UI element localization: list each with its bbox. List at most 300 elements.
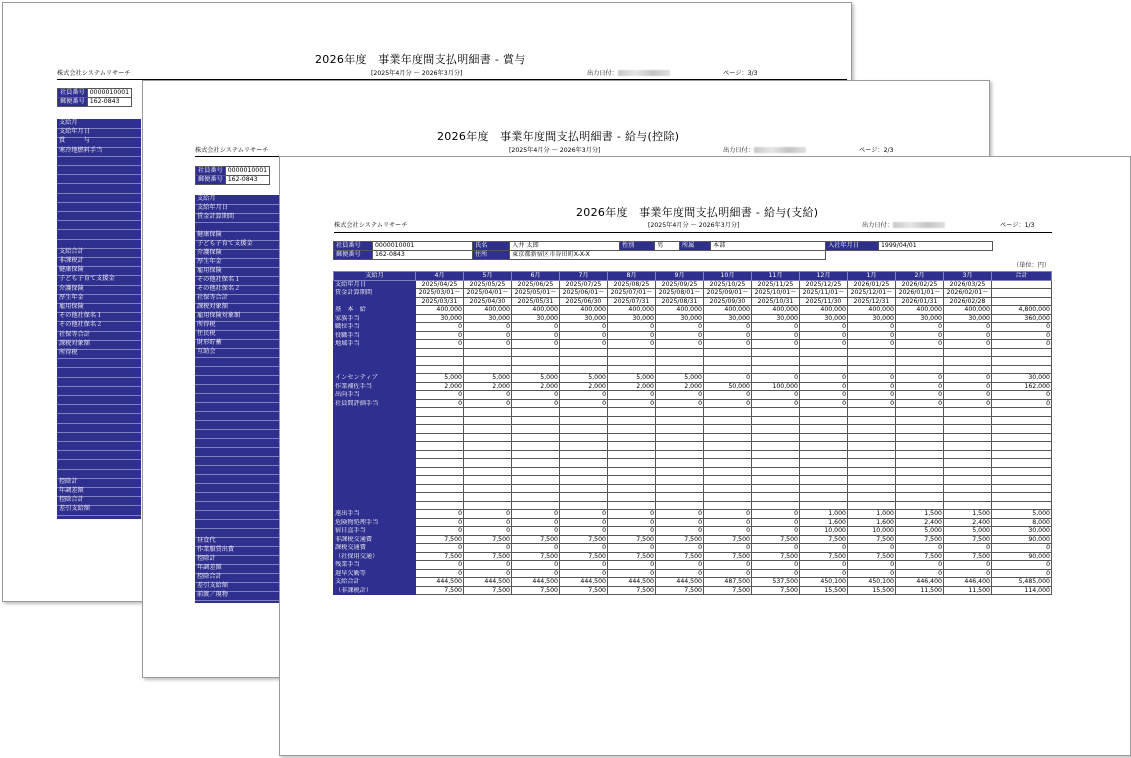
- amount-cell: 0: [512, 510, 560, 519]
- amount-cell: [704, 459, 752, 468]
- total-cell: 0: [992, 569, 1052, 578]
- table-row: [334, 323, 1052, 332]
- row-label-column: [57, 119, 141, 519]
- amount-cell: [656, 459, 704, 468]
- total-cell: 0: [992, 561, 1052, 570]
- pay-date: 2025/08/25: [608, 280, 656, 289]
- amount-cell: 0: [656, 569, 704, 578]
- row-label: 社保等合計: [197, 294, 228, 301]
- amount-cell: [848, 467, 896, 476]
- row-label: 宿日直手当: [334, 527, 416, 536]
- amount-cell: 30,000: [416, 314, 464, 323]
- amount-cell: [848, 476, 896, 485]
- amount-cell: 0: [416, 527, 464, 536]
- amount-cell: 0: [416, 331, 464, 340]
- amount-cell: [800, 493, 848, 502]
- total-cell: [992, 450, 1052, 459]
- month-header: 7月: [560, 272, 608, 281]
- total-cell: [992, 348, 1052, 357]
- row-label: 雇用保険: [197, 267, 222, 274]
- amount-cell: 400,000: [512, 306, 560, 315]
- amount-cell: [800, 357, 848, 366]
- period-from: 2025/03/01～: [416, 289, 464, 298]
- total-cell: 5,485,000: [992, 578, 1052, 587]
- amount-cell: 0: [800, 331, 848, 340]
- row-separator: [195, 600, 281, 601]
- amount-cell: 0: [800, 382, 848, 391]
- amount-cell: [800, 476, 848, 485]
- amount-cell: 15,500: [800, 586, 848, 595]
- row-separator: [195, 402, 281, 403]
- amount-cell: 0: [944, 399, 992, 408]
- amount-cell: [416, 484, 464, 493]
- row-label: 社保等合計: [59, 330, 90, 338]
- row-label: 危険物処理手当: [334, 518, 416, 527]
- employee-no: 0000010001: [87, 89, 131, 98]
- row-label: [334, 459, 416, 468]
- amount-cell: 0: [608, 527, 656, 536]
- row-separator: [195, 420, 281, 421]
- table-row: [334, 340, 1052, 349]
- page-number: ページ：1/3: [1000, 222, 1035, 229]
- amount-cell: 0: [656, 561, 704, 570]
- amount-cell: [560, 433, 608, 442]
- amount-cell: [464, 501, 512, 510]
- total-cell: 30,000: [992, 374, 1052, 383]
- amount-cell: 7,500: [560, 552, 608, 561]
- amount-cell: 5,000: [656, 374, 704, 383]
- amount-cell: [848, 408, 896, 417]
- amount-cell: [464, 365, 512, 374]
- total-cell: 0: [992, 391, 1052, 400]
- row-label: 残業手当: [334, 561, 416, 570]
- row-label: 作業補佐手当: [334, 382, 416, 391]
- amount-cell: [512, 365, 560, 374]
- amount-cell: 50,000: [704, 382, 752, 391]
- row-separator: [195, 465, 281, 466]
- amount-cell: 0: [704, 544, 752, 553]
- amount-cell: [608, 467, 656, 476]
- amount-cell: [704, 493, 752, 502]
- amount-cell: 11,500: [944, 586, 992, 595]
- total-cell: 114,000: [992, 586, 1052, 595]
- total-cell: 90,000: [992, 535, 1052, 544]
- period-to: 2025/05/31: [512, 297, 560, 306]
- amount-cell: 0: [704, 510, 752, 519]
- amount-cell: [608, 442, 656, 451]
- page-title: 2026年度 事業年度間支払明細書 - 給与(控除): [437, 130, 680, 143]
- amount-cell: 400,000: [464, 306, 512, 315]
- amount-cell: [416, 459, 464, 468]
- employee-id-box: [57, 88, 132, 107]
- row-separator: [195, 429, 281, 430]
- amount-cell: 30,000: [752, 314, 800, 323]
- row-label: 支給年月日: [59, 128, 90, 136]
- amount-cell: 7,500: [608, 552, 656, 561]
- amount-cell: 0: [512, 518, 560, 527]
- amount-cell: 0: [704, 374, 752, 383]
- amount-cell: [416, 442, 464, 451]
- output-date: 出力日付：: [862, 222, 945, 230]
- amount-cell: [800, 442, 848, 451]
- period-from: 2025/07/01～: [608, 289, 656, 298]
- amount-cell: 1,600: [848, 518, 896, 527]
- row-label: 賃金計算期間: [197, 213, 235, 220]
- amount-cell: 0: [848, 569, 896, 578]
- amount-cell: 444,500: [608, 578, 656, 587]
- amount-cell: [416, 416, 464, 425]
- amount-cell: [416, 433, 464, 442]
- amount-cell: 537,500: [752, 578, 800, 587]
- row-separator: [195, 456, 281, 457]
- total-cell: 0: [992, 340, 1052, 349]
- amount-cell: [512, 442, 560, 451]
- row-label: 健康保険: [59, 266, 84, 274]
- amount-cell: [608, 433, 656, 442]
- row-label: その他社保名２: [59, 321, 103, 329]
- amount-cell: [896, 501, 944, 510]
- employee-no: 0000010001: [225, 167, 269, 176]
- month-header: 12月: [800, 272, 848, 281]
- row-label: 雇用保険対象額: [197, 312, 241, 319]
- total-cell: 90,000: [992, 552, 1052, 561]
- amount-cell: [656, 442, 704, 451]
- amount-cell: [752, 408, 800, 417]
- amount-cell: 7,500: [608, 535, 656, 544]
- amount-cell: [704, 501, 752, 510]
- month-header: 5月: [464, 272, 512, 281]
- page-title: 2026年度 事業年度間支払明細書 - 給与(支給): [576, 206, 819, 219]
- amount-cell: 0: [800, 544, 848, 553]
- pay-date: 2026/02/25: [896, 280, 944, 289]
- amount-cell: 0: [608, 510, 656, 519]
- amount-cell: 30,000: [800, 314, 848, 323]
- total-cell: 0: [992, 399, 1052, 408]
- pay-date: 2025/11/25: [752, 280, 800, 289]
- amount-cell: [656, 357, 704, 366]
- amount-cell: 0: [944, 561, 992, 570]
- row-label: 作業服賃出費: [197, 546, 235, 553]
- employee-info-box: [333, 241, 993, 260]
- amount-cell: 0: [944, 569, 992, 578]
- amount-cell: [752, 501, 800, 510]
- amount-cell: [560, 408, 608, 417]
- table-row: [334, 535, 1052, 544]
- amount-cell: 0: [800, 323, 848, 332]
- row-label: 賃金計算期間: [334, 289, 416, 298]
- amount-cell: 7,500: [416, 586, 464, 595]
- amount-cell: 7,500: [752, 586, 800, 595]
- amount-cell: [800, 433, 848, 442]
- amount-cell: [512, 484, 560, 493]
- table-row: [334, 297, 1052, 306]
- row-separator: [195, 411, 281, 412]
- amount-cell: [512, 357, 560, 366]
- row-label: 所得税: [197, 321, 216, 328]
- amount-cell: 0: [464, 323, 512, 332]
- table-row: [334, 306, 1052, 315]
- amount-cell: [944, 408, 992, 417]
- amount-cell: 0: [944, 374, 992, 383]
- amount-cell: [704, 467, 752, 476]
- table-row: [334, 365, 1052, 374]
- amount-cell: 0: [896, 569, 944, 578]
- amount-cell: [944, 501, 992, 510]
- redacted-date: [754, 147, 806, 153]
- table-cell: [992, 289, 1052, 298]
- amount-cell: [752, 442, 800, 451]
- period-range: [2025年4月分 ～ 2026年3月分]: [371, 70, 463, 77]
- pay-date: 2026/01/25: [848, 280, 896, 289]
- amount-cell: 0: [704, 331, 752, 340]
- amount-cell: 7,500: [800, 535, 848, 544]
- amount-cell: 1,600: [800, 518, 848, 527]
- amount-cell: [512, 433, 560, 442]
- amount-cell: 0: [752, 374, 800, 383]
- total-cell: 360,000: [992, 314, 1052, 323]
- row-label: 寒冷地燃料手当: [59, 146, 103, 154]
- amount-cell: [512, 416, 560, 425]
- amount-cell: [608, 365, 656, 374]
- table-row: [334, 569, 1052, 578]
- row-label: その他社保名２: [197, 285, 241, 292]
- join-date-label: 入社年月日: [826, 242, 879, 251]
- company-name: 株式会社システムリサーチ: [57, 70, 131, 77]
- month-header: 10月: [704, 272, 752, 281]
- amount-cell: 0: [416, 544, 464, 553]
- period-range: [2025年4月分 ～ 2026年3月分]: [648, 222, 740, 229]
- amount-cell: 0: [944, 382, 992, 391]
- row-label: 年調差額: [197, 564, 222, 571]
- amount-cell: 7,500: [800, 552, 848, 561]
- address-label: 住所: [473, 251, 510, 260]
- amount-cell: [944, 459, 992, 468]
- amount-cell: 0: [416, 323, 464, 332]
- amount-cell: [560, 425, 608, 434]
- amount-cell: 0: [560, 340, 608, 349]
- amount-cell: 0: [656, 527, 704, 536]
- row-label: 支給年月日: [197, 204, 228, 211]
- table-row: [334, 408, 1052, 417]
- zip: 162-0843: [225, 176, 269, 185]
- row-separator: [57, 404, 141, 405]
- row-label: 介護保険: [197, 249, 222, 256]
- amount-cell: 0: [848, 544, 896, 553]
- period-from: 2025/11/01～: [800, 289, 848, 298]
- amount-cell: 0: [416, 510, 464, 519]
- amount-cell: 7,500: [704, 586, 752, 595]
- row-label: 昼食代: [197, 537, 216, 544]
- table-row: [334, 467, 1052, 476]
- total-cell: [992, 357, 1052, 366]
- amount-cell: 0: [464, 510, 512, 519]
- row-label: その他社保名１: [59, 312, 103, 320]
- amount-cell: [896, 476, 944, 485]
- amount-cell: 0: [464, 527, 512, 536]
- row-separator: [57, 459, 141, 460]
- row-separator: [57, 239, 141, 240]
- amount-cell: 0: [752, 340, 800, 349]
- amount-cell: 0: [896, 340, 944, 349]
- amount-cell: [656, 493, 704, 502]
- amount-cell: [416, 348, 464, 357]
- amount-cell: 0: [848, 340, 896, 349]
- amount-cell: [464, 348, 512, 357]
- amount-cell: 400,000: [896, 306, 944, 315]
- amount-cell: [944, 416, 992, 425]
- row-separator: [57, 386, 141, 387]
- zip-label: 郵便番号: [58, 98, 88, 107]
- amount-cell: 30,000: [464, 314, 512, 323]
- amount-cell: 0: [560, 391, 608, 400]
- row-label: 支給月: [197, 195, 216, 202]
- amount-cell: 7,500: [512, 586, 560, 595]
- total-cell: 30,000: [992, 527, 1052, 536]
- amount-cell: 2,000: [464, 382, 512, 391]
- amount-cell: 7,500: [512, 552, 560, 561]
- amount-cell: 0: [704, 518, 752, 527]
- amount-cell: 0: [896, 323, 944, 332]
- row-label: 子ども子育て支援金: [59, 275, 115, 283]
- row-label: [334, 501, 416, 510]
- period-to: 2025/12/31: [848, 297, 896, 306]
- amount-cell: 10,000: [800, 527, 848, 536]
- amount-cell: [464, 484, 512, 493]
- row-label: 控除合計: [59, 496, 84, 504]
- header-rule: [334, 232, 1052, 233]
- amount-cell: [752, 365, 800, 374]
- amount-cell: 450,100: [800, 578, 848, 587]
- table-row: [334, 433, 1052, 442]
- table-row: [334, 476, 1052, 485]
- amount-cell: 0: [608, 340, 656, 349]
- row-label: [334, 442, 416, 451]
- period-from: 2026/01/01～: [896, 289, 944, 298]
- amount-cell: 5,000: [416, 374, 464, 383]
- amount-cell: 30,000: [944, 314, 992, 323]
- amount-cell: 0: [464, 569, 512, 578]
- amount-cell: 5,000: [464, 374, 512, 383]
- amount-cell: 0: [560, 399, 608, 408]
- amount-cell: 0: [560, 569, 608, 578]
- row-label: [334, 408, 416, 417]
- amount-cell: [848, 493, 896, 502]
- amount-cell: 400,000: [944, 306, 992, 315]
- join-date: 1999/04/01: [879, 242, 993, 251]
- amount-cell: 444,500: [560, 578, 608, 587]
- amount-cell: [560, 476, 608, 485]
- amount-cell: 0: [512, 331, 560, 340]
- amount-cell: [704, 416, 752, 425]
- row-separator: [195, 528, 281, 529]
- row-label: [334, 450, 416, 459]
- pay-date: 2025/09/25: [656, 280, 704, 289]
- amount-cell: 2,400: [944, 518, 992, 527]
- amount-cell: 30,000: [560, 314, 608, 323]
- amount-cell: [800, 365, 848, 374]
- amount-cell: [704, 365, 752, 374]
- employee-id-box: [195, 166, 270, 185]
- amount-cell: 7,500: [848, 535, 896, 544]
- amount-cell: 0: [656, 323, 704, 332]
- row-label: 非課税交通費: [334, 535, 416, 544]
- amount-cell: [752, 493, 800, 502]
- amount-cell: [800, 450, 848, 459]
- amount-cell: 5,000: [944, 527, 992, 536]
- total-cell: 0: [992, 331, 1052, 340]
- amount-cell: 0: [512, 544, 560, 553]
- amount-cell: [512, 450, 560, 459]
- table-row: [334, 501, 1052, 510]
- amount-cell: 400,000: [608, 306, 656, 315]
- amount-cell: 0: [704, 391, 752, 400]
- amount-cell: [560, 348, 608, 357]
- amount-cell: [608, 501, 656, 510]
- row-separator: [195, 366, 281, 367]
- table-row: [334, 493, 1052, 502]
- amount-cell: 1,000: [848, 510, 896, 519]
- amount-cell: 30,000: [848, 314, 896, 323]
- amount-cell: 0: [512, 561, 560, 570]
- row-separator: [57, 358, 141, 359]
- amount-cell: 0: [752, 518, 800, 527]
- amount-cell: 0: [608, 518, 656, 527]
- row-label: 出向手当: [334, 391, 416, 400]
- row-separator: [195, 222, 281, 223]
- total-cell: 8,000: [992, 518, 1052, 527]
- amount-cell: [800, 459, 848, 468]
- total-header: 合計: [992, 272, 1052, 281]
- row-separator: [57, 423, 141, 424]
- amount-cell: [800, 348, 848, 357]
- amount-cell: [896, 425, 944, 434]
- amount-cell: 0: [656, 544, 704, 553]
- table-cell: [992, 280, 1052, 289]
- total-cell: [992, 484, 1052, 493]
- amount-cell: 0: [608, 323, 656, 332]
- amount-cell: 0: [944, 340, 992, 349]
- amount-cell: 100,000: [752, 382, 800, 391]
- amount-cell: 400,000: [752, 306, 800, 315]
- amount-cell: 400,000: [416, 306, 464, 315]
- amount-cell: 0: [464, 340, 512, 349]
- employee-no-label: 社員番号: [58, 89, 88, 98]
- amount-cell: 0: [560, 561, 608, 570]
- row-label: （社保用交通）: [334, 552, 416, 561]
- table-row: [334, 527, 1052, 536]
- amount-cell: 400,000: [704, 306, 752, 315]
- amount-cell: [752, 467, 800, 476]
- amount-cell: [944, 476, 992, 485]
- amount-cell: 0: [416, 561, 464, 570]
- row-label: 介護保険: [59, 284, 84, 292]
- amount-cell: [896, 467, 944, 476]
- amount-cell: 0: [752, 331, 800, 340]
- amount-cell: 2,000: [512, 382, 560, 391]
- sex-label: 性別: [620, 242, 655, 251]
- amount-cell: [560, 467, 608, 476]
- row-label: 控除合計: [197, 573, 222, 580]
- amount-cell: 0: [800, 561, 848, 570]
- row-label: 役職手当: [334, 331, 416, 340]
- row-label: [334, 425, 416, 434]
- period-to: 2025/10/31: [752, 297, 800, 306]
- table-row: [334, 442, 1052, 451]
- redacted-date: [893, 222, 945, 228]
- amount-cell: 15,500: [848, 586, 896, 595]
- amount-cell: [896, 484, 944, 493]
- employee-sex: 男: [655, 242, 680, 251]
